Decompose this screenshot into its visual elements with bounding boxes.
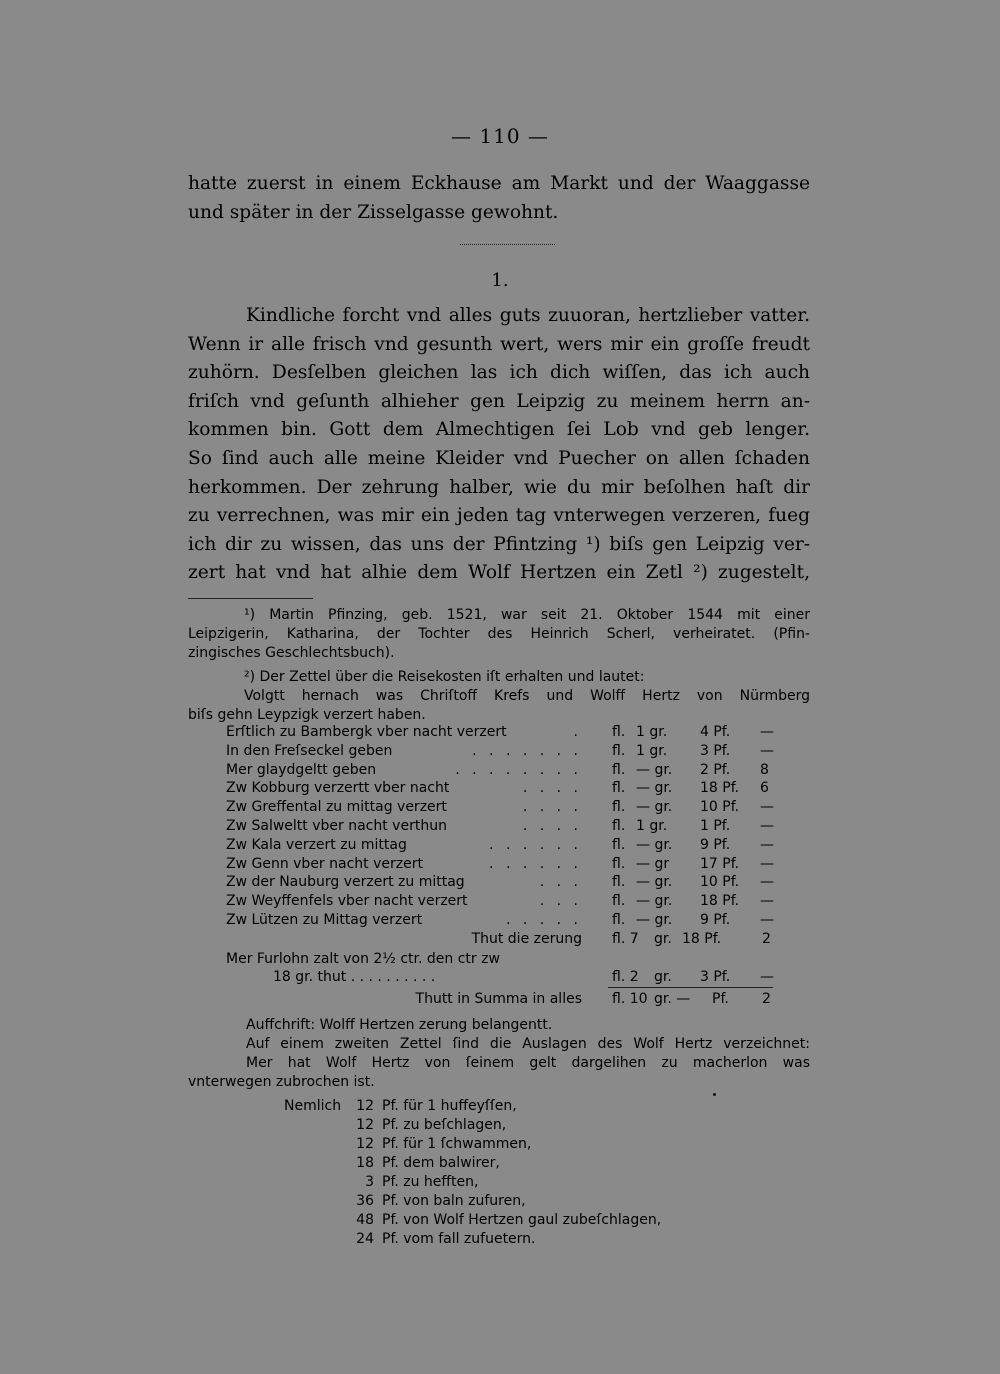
expense-row — [188, 818, 810, 837]
expense-gr: 1 gr. — [636, 817, 668, 834]
expense-fl: fl. — [612, 780, 626, 797]
item-amount: 3 — [365, 1174, 374, 1190]
item-amount: 48 — [356, 1212, 374, 1228]
furlohn-gr: gr. — [654, 968, 672, 985]
expense-pf-extra: — — [760, 742, 774, 759]
expense-gr: — gr. — [636, 780, 673, 797]
expense-leader-dots: . . . . . . — [489, 836, 582, 853]
text-line: Kindliche forcht vnd alles guts zuuoran, hertzlieber vatter. — [246, 305, 810, 326]
expense-leader-dots: . . . . — [522, 780, 582, 797]
expense-description: Zw Greffental zu mittag verzert — [226, 799, 447, 816]
expense-row — [188, 799, 810, 818]
ink-speck — [713, 1093, 716, 1096]
text-line: kommen bin. Gott dem Almechtigen ſei Lob vnd geb lenger. — [188, 419, 810, 441]
footnote-2 — [188, 668, 810, 725]
item-row — [188, 1211, 810, 1230]
expense-pf: 2 Pf. — [700, 761, 731, 778]
total-gr: gr. — — [654, 990, 691, 1007]
item-amount: 36 — [356, 1193, 374, 1209]
footnote-line: Volgtt hernach was Chriſtoff Krefs und Wolff Hertz von Nürmberg — [244, 688, 810, 704]
expense-description: Zw Genn vber nacht verzert — [226, 855, 423, 872]
text-line: hatte zuerst in einem Eckhause am Markt und der Waaggasse — [188, 173, 810, 194]
expense-gr: — gr. — [636, 799, 673, 816]
text-line: friſch vnd geſunth alhieher gen Leipzig zu meinem herrn an- — [188, 390, 810, 412]
item-list — [188, 1097, 810, 1249]
subtotal-fl: fl. 7 — [612, 930, 639, 947]
expense-pf-extra: — — [760, 911, 774, 928]
expense-pf-extra: — — [760, 855, 774, 872]
expense-gr: — gr. — [636, 874, 673, 891]
text-line: Wenn ir alle frisch vnd gesunth wert, wers mir ein groſſe freudt — [188, 333, 810, 355]
item-row — [188, 1173, 810, 1192]
furlohn-text: Mer Furlohn zalt von 2½ ctr. den ctr zw — [226, 950, 500, 967]
expense-pf: 4 Pf. — [700, 724, 731, 740]
expense-row — [188, 874, 810, 893]
expense-row — [188, 856, 810, 875]
expense-row — [188, 893, 810, 912]
text-line: So ſind auch alle meine Kleider vnd Puecher on allen ſchaden — [188, 447, 810, 469]
item-amount: 12 — [356, 1117, 374, 1133]
expense-gr: — gr. — [636, 836, 673, 853]
item-amount: 24 — [356, 1231, 374, 1247]
expense-fl: fl. — [612, 817, 626, 834]
expense-description: In den Freſseckel geben — [226, 742, 393, 759]
total-label: Thutt in Summa in alles — [415, 990, 582, 1007]
total-fl: fl. 10 — [612, 990, 648, 1007]
furlohn-amount-row — [188, 969, 810, 991]
subtotal-row — [188, 931, 810, 951]
footnote-line: Leipzigerin, Katharina, der Tochter des Heinrich Scherl, verheiratet. (Pfin- — [188, 626, 810, 642]
text-line: herkommen. Der zehrung halber, wie du mir beſolhen haſt dir — [188, 476, 810, 498]
expense-leader-dots: . . . . . — [505, 911, 582, 928]
expense-gr: — gr. — [636, 893, 673, 910]
expense-row — [188, 780, 810, 799]
item-text: Pf. von baln zufuren, — [382, 1193, 526, 1209]
furlohn-line — [188, 951, 810, 969]
expense-pf-extra: — — [760, 817, 774, 834]
expense-row — [188, 837, 810, 856]
expense-gr: — gr — [636, 855, 670, 872]
expense-fl: fl. — [612, 724, 626, 740]
subtotal-pf: 18 Pf. — [682, 930, 722, 947]
expense-description: Zw Kobburg verzertt vber nacht — [226, 780, 450, 797]
text-line: zuhörn. Desſelben gleichen las ich dich wiſſen, das ich auch — [188, 362, 810, 384]
item-text: Pf. für 1 huffeyſſen, — [382, 1098, 517, 1114]
expense-row — [188, 724, 810, 743]
expense-pf-extra: 6 — [760, 780, 769, 797]
expense-description: Zw Salweltt vber nacht verthun — [226, 817, 447, 834]
subtotal-pf-extra: 2 — [762, 930, 771, 947]
item-text: Pf. von Wolf Hertzen gaul zubeſchlagen, — [382, 1212, 662, 1228]
expense-description: Zw Weyffenfels vber nacht verzert — [226, 893, 468, 910]
footnote-rule — [188, 598, 313, 599]
footnote-line: ¹) Martin Pfinzing, geb. 1521, war seit 21. Oktober 1544 mit einer — [244, 607, 810, 623]
footnote-line: Mer hat Wolf Hertz von ſeinem gelt dargelihen zu macherlon was — [246, 1055, 810, 1071]
expense-leader-dots: . . . . . . . . — [455, 761, 582, 778]
expense-table — [188, 724, 810, 1011]
expense-pf-extra: 8 — [760, 761, 769, 778]
footnote-line: biſs gehn Leypzigk verzert haben. — [188, 707, 426, 723]
expense-pf: 17 Pf. — [700, 855, 740, 872]
text-line: und später in der Zisselgasse gewohnt. — [188, 201, 559, 223]
expense-description: Erſtlich zu Bambergk vber nacht verzert — [226, 724, 507, 740]
expense-fl: fl. — [612, 761, 626, 778]
expense-fl: fl. — [612, 742, 626, 759]
expense-description: Zw der Nauburg verzert zu mittag — [226, 874, 465, 891]
section-number: 1. — [491, 270, 509, 291]
expense-leader-dots: . . . — [539, 893, 582, 910]
expense-leader-dots: . . . . — [522, 799, 582, 816]
expense-description: Zw Kala verzert zu mittag — [226, 836, 407, 853]
item-row — [188, 1154, 810, 1173]
text-line: ich dir zu wissen, das uns der Pfintzing ¹) biſs gen Leipzig ver- — [188, 533, 810, 555]
item-amount: 12 — [356, 1098, 374, 1114]
expense-leader-dots: . — [573, 724, 582, 740]
item-text: Pf. dem balwirer, — [382, 1155, 500, 1171]
total-pf-extra: 2 — [762, 990, 771, 1007]
subtotal-gr: gr. — [654, 930, 672, 947]
expense-row — [188, 743, 810, 762]
footnote-line: Auf einem zweiten Zettel ſind die Auslagen des Wolf Hertz verzeichnet: — [246, 1036, 810, 1052]
footnote-line: zingisches Geschlechtsbuch). — [188, 645, 395, 661]
expense-fl: fl. — [612, 836, 626, 853]
expense-pf: 1 Pf. — [700, 817, 731, 834]
expense-leader-dots: . . . . . . — [489, 855, 582, 872]
expense-gr: 1 gr. — [636, 742, 668, 759]
footnote-continuation — [188, 1016, 810, 1092]
item-text: Pf. zu beſchlagen, — [382, 1117, 507, 1133]
item-row — [188, 1135, 810, 1154]
expense-pf-extra: — — [760, 836, 774, 853]
item-text: Pf. für 1 ſchwammen, — [382, 1136, 532, 1152]
expense-pf-extra: — — [760, 893, 774, 910]
expense-pf-extra: — — [760, 724, 774, 740]
expense-gr: — gr. — [636, 761, 673, 778]
expense-pf-extra: — — [760, 799, 774, 816]
expense-rows — [188, 724, 810, 931]
intro-paragraph — [188, 170, 810, 227]
page-number: — 110 — — [451, 124, 549, 148]
footnote-line: ²) Der Zettel über die Reisekosten iſt erhalten und lautet: — [244, 669, 645, 685]
furlohn-fl: fl. 2 — [612, 968, 639, 985]
expense-pf: 3 Pf. — [700, 742, 731, 759]
furlohn-pf-extra: — — [760, 968, 774, 985]
letter-paragraph — [188, 302, 810, 588]
expense-description: Zw Lützen zu Mittag verzert — [226, 911, 423, 928]
item-row — [188, 1116, 810, 1135]
expense-gr: 1 gr. — [636, 724, 668, 740]
expense-pf-extra: — — [760, 874, 774, 891]
text-line: zu verrechnen, was mir ein jeden tag vnterwegen verzeren, fueg — [188, 505, 810, 527]
expense-description: Mer glaydgeltt geben — [226, 761, 377, 778]
sum-rule — [608, 987, 773, 988]
footnote-line: Auffchrift: Wolff Hertzen zerung belangentt. — [246, 1017, 553, 1033]
expense-fl: fl. — [612, 893, 626, 910]
expense-gr: — gr. — [636, 911, 673, 928]
expense-row — [188, 762, 810, 781]
total-row — [188, 991, 810, 1011]
total-pf: Pf. — [712, 990, 729, 1007]
expense-fl: fl. — [612, 855, 626, 872]
text-line: zert hat vnd hat alhie dem Wolf Hertzen ein Zetl ²) zugestelt, — [188, 562, 810, 584]
expense-fl: fl. — [612, 874, 626, 891]
footnote-line: vnterwegen zubrochen ist. — [188, 1074, 375, 1090]
expense-pf: 10 Pf. — [700, 799, 740, 816]
expense-leader-dots: . . . . — [522, 817, 582, 834]
subtotal-label: Thut die zerung — [471, 930, 582, 947]
expense-leader-dots: . . . — [539, 874, 582, 891]
expense-fl: fl. — [612, 799, 626, 816]
furlohn-text: 18 gr. thut . . . . . . . . . . — [273, 968, 436, 985]
item-amount: 12 — [356, 1136, 374, 1152]
item-amount: 18 — [356, 1155, 374, 1171]
furlohn-pf: 3 Pf. — [700, 968, 731, 985]
expense-pf: 18 Pf. — [700, 893, 740, 910]
footnote-1 — [188, 606, 810, 663]
expense-pf: 9 Pf. — [700, 836, 731, 853]
item-row — [188, 1230, 810, 1249]
item-row — [188, 1192, 810, 1211]
expense-leader-dots: . . . . . . . — [472, 742, 582, 759]
expense-pf: 10 Pf. — [700, 874, 740, 891]
item-rows — [188, 1097, 810, 1249]
expense-pf: 18 Pf. — [700, 780, 740, 797]
item-text: Pf. vom fall zufuetern. — [382, 1231, 536, 1247]
item-text: Pf. zu hefften, — [382, 1174, 479, 1190]
section-divider — [460, 244, 555, 245]
expense-fl: fl. — [612, 911, 626, 928]
expense-pf: 9 Pf. — [700, 911, 731, 928]
items-prefix: Nemlich — [284, 1098, 342, 1114]
expense-row — [188, 912, 810, 931]
item-row — [188, 1097, 810, 1116]
